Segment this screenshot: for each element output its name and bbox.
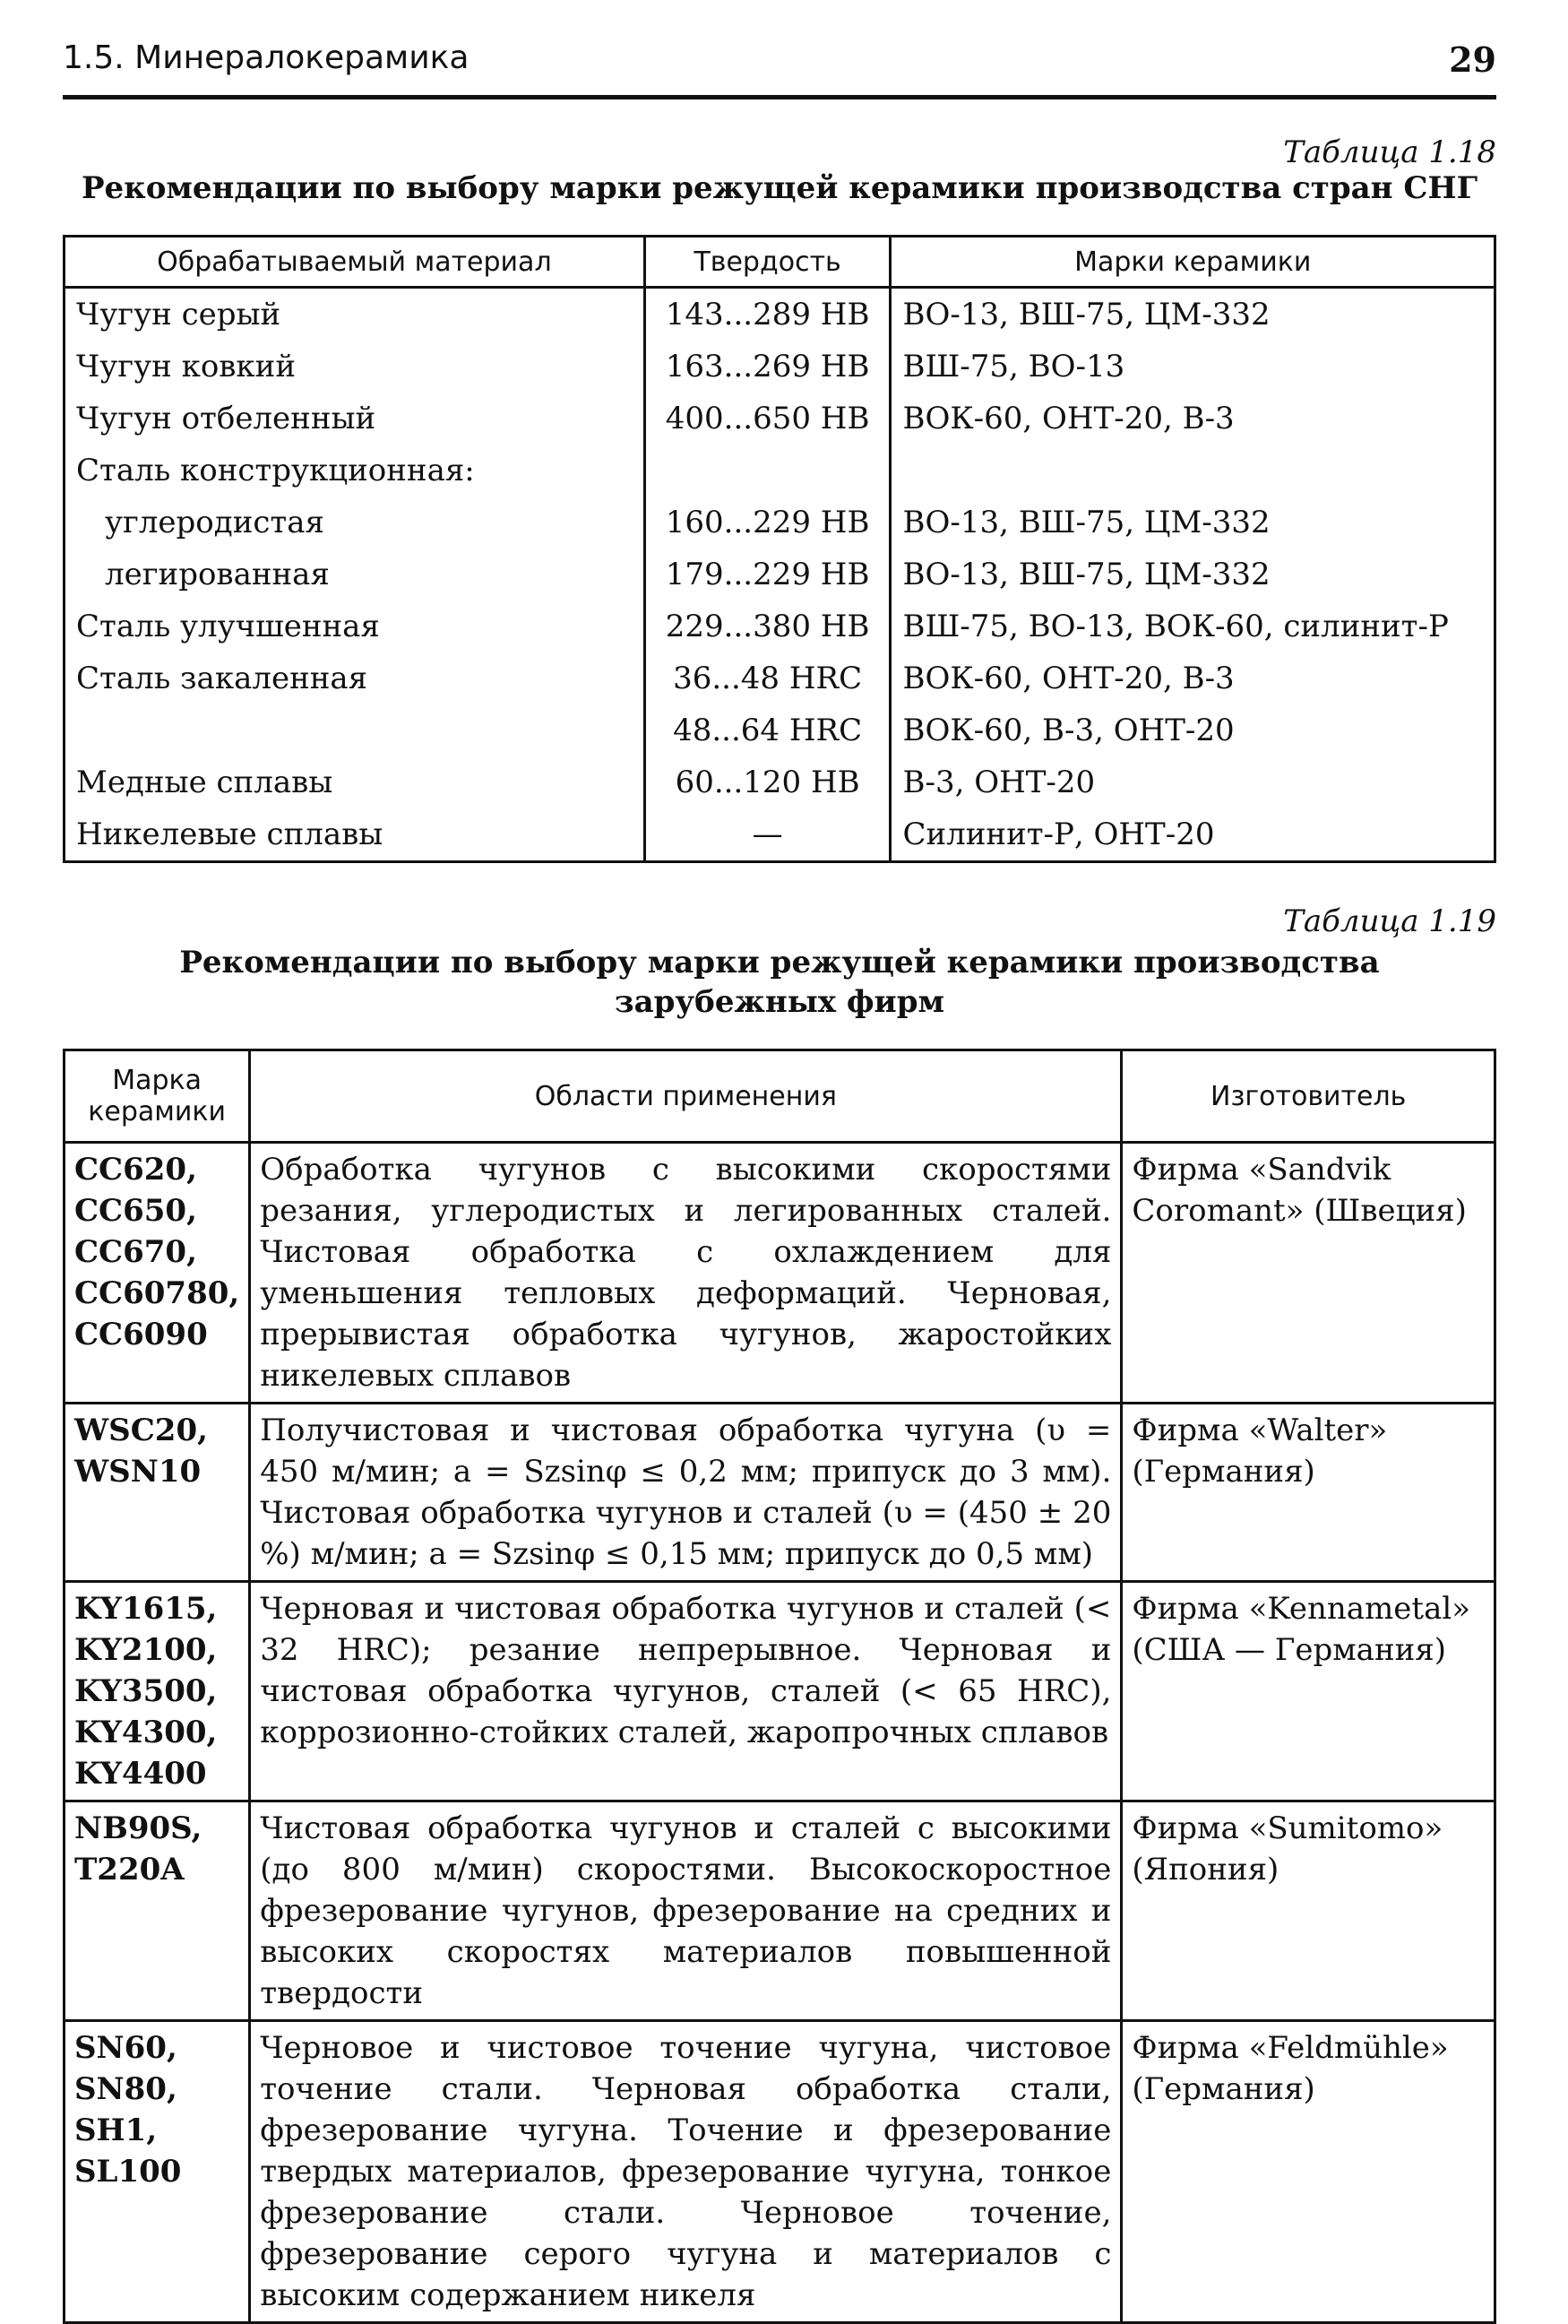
material-cell: Сталь улучшенная	[65, 600, 645, 652]
column-header: Области применения	[250, 1050, 1122, 1143]
hardness-cell: 160...229 HB	[644, 497, 891, 549]
table-row	[65, 288, 1495, 341]
material-cell: Чугун ковкий	[65, 341, 645, 393]
grades-cell: ВОК-60, ОНТ-20, В-3	[891, 393, 1495, 445]
grade-cell: NB90S, T220A	[65, 1801, 250, 2021]
material-cell: углеродистая	[65, 497, 645, 549]
hardness-cell: 48...64 HRC	[644, 704, 891, 756]
grade-cell: KY1615, KY2100, KY3500, KY4300, KY4400	[65, 1582, 250, 1801]
material-cell: Никелевые сплавы	[65, 808, 645, 862]
application-cell: Получистовая и чистовая обработка чугуна (υ = 450 м/мин; a = Szsinφ ≤ 0,2 мм; припуск до 3 мм). Чистовая обработка чугунов и сталей (υ = (450 ± 20 %) м/мин; a = Szsinφ ≤ 0,15 мм; припуск до 0,5 мм)	[250, 1404, 1122, 1582]
manufacturer-cell: Фирма «Sandvik Coromant» (Швеция)	[1122, 1143, 1495, 1404]
grades-cell: ВО-13, ВШ-75, ЦМ-332	[891, 549, 1495, 600]
material-cell: легированная	[65, 549, 645, 600]
table-row	[65, 445, 1495, 497]
header-rule	[63, 95, 1496, 99]
grades-cell: В-3, ОНТ-20	[891, 756, 1495, 808]
grades-cell: Силинит-Р, ОНТ-20	[891, 808, 1495, 862]
section-title: 1.5. Минералокерамика	[63, 39, 470, 76]
material-cell: Сталь конструкционная:	[65, 445, 645, 497]
table-row	[65, 652, 1495, 704]
table-row	[65, 1582, 1495, 1801]
table-row	[65, 393, 1495, 445]
hardness-cell: —	[644, 808, 891, 862]
table-row	[65, 704, 1495, 756]
grades-cell: ВО-13, ВШ-75, ЦМ-332	[891, 497, 1495, 549]
grade-cell: SN60, SN80, SH1, SL100	[65, 2021, 250, 2323]
column-header: Твердость	[644, 237, 891, 288]
table-row	[65, 1404, 1495, 1582]
hardness-cell: 229...380 HB	[644, 600, 891, 652]
grades-cell: ВШ-75, ВО-13	[891, 341, 1495, 393]
table18-title: Рекомендации по выбору марки режущей керамики производства стран СНГ	[81, 170, 1478, 206]
hardness-cell: 143...289 HB	[644, 288, 891, 341]
manufacturer-cell: Фирма «Sumitomo» (Япония)	[1122, 1801, 1495, 2021]
running-header	[63, 39, 1496, 84]
hardness-cell: 400...650 HB	[644, 393, 891, 445]
application-cell: Обработка чугунов с высокими скоростями резания, углеродистых и легированных сталей. Чистовая обработка с охлаждением для уменьшения тепловых деформаций. Черновая, прерывистая обработка чугунов, жаростойких никелевых сплавов	[250, 1143, 1122, 1404]
grades-cell: ВОК-60, ОНТ-20, В-3	[891, 652, 1495, 704]
table-row	[65, 600, 1495, 652]
application-cell: Черновое и чистовое точение чугуна, чистовое точение стали. Черновая обработка стали, фрезерование чугуна. Точение и фрезерование твердых материалов, фрезерование чугуна, тонкое фрезерование стали. Черновое точение, фрезерование серого чугуна и материалов с высоким содержанием никеля	[250, 2021, 1122, 2323]
column-header: Марки керамики	[891, 237, 1495, 288]
table-row	[65, 1801, 1495, 2021]
manufacturer-cell: Фирма «Feldmühle» (Германия)	[1122, 2021, 1495, 2323]
hardness-cell: 163...269 HB	[644, 341, 891, 393]
column-header: Изготовитель	[1122, 1050, 1495, 1143]
material-cell	[65, 704, 645, 756]
hardness-cell: 179...229 HB	[644, 549, 891, 600]
table-row	[65, 497, 1495, 549]
material-cell: Чугун отбеленный	[65, 393, 645, 445]
table-row	[65, 549, 1495, 600]
grade-cell: CC620, CC650, CC670, CC60780, CC6090	[65, 1143, 250, 1404]
grades-cell: ВШ-75, ВО-13, ВОК-60, силинит-Р	[891, 600, 1495, 652]
page-number: 29	[1449, 39, 1496, 80]
table-row	[65, 341, 1495, 393]
table-row	[65, 808, 1495, 862]
manufacturer-cell: Фирма «Kennametal» (США — Германия)	[1122, 1582, 1495, 1801]
material-cell: Чугун серый	[65, 288, 645, 341]
grades-cell: ВО-13, ВШ-75, ЦМ-332	[891, 288, 1495, 341]
material-cell: Сталь закаленная	[65, 652, 645, 704]
table18-label: Таблица 1.18	[1283, 134, 1496, 170]
application-cell: Чистовая обработка чугунов и сталей с высокими (до 800 м/мин) скоростями. Высокоскоростное фрезерование чугунов, фрезерование на средних и высоких скоростях материалов повышенной твердости	[250, 1801, 1122, 2021]
table-row	[65, 756, 1495, 808]
manufacturer-cell: Фирма «Walter» (Германия)	[1122, 1404, 1495, 1582]
table-row	[65, 1143, 1495, 1404]
table19-label: Таблица 1.19	[1283, 903, 1496, 939]
application-cell: Черновая и чистовая обработка чугунов и сталей (< 32 HRC); резание непрерывное. Черновая и чистовая обработка чугунов, сталей (< 65 HRC), коррозионно-стойких сталей, жаропрочных сплавов	[250, 1582, 1122, 1801]
grade-cell: WSC20, WSN10	[65, 1404, 250, 1582]
table-1-18	[63, 235, 1496, 863]
table19-title-line2: зарубежных фирм	[614, 984, 945, 1020]
table19-title-line1: Рекомендации по выбору марки режущей керамики производства	[179, 945, 1380, 981]
table-1-19	[63, 1049, 1496, 2324]
grades-cell	[891, 445, 1495, 497]
hardness-cell	[644, 445, 891, 497]
hardness-cell: 36...48 HRC	[644, 652, 891, 704]
column-header: Обрабатываемый материал	[65, 237, 645, 288]
column-header: Марка керамики	[65, 1050, 250, 1143]
grades-cell: ВОК-60, В-3, ОНТ-20	[891, 704, 1495, 756]
material-cell: Медные сплавы	[65, 756, 645, 808]
hardness-cell: 60...120 HB	[644, 756, 891, 808]
table-row	[65, 2021, 1495, 2323]
